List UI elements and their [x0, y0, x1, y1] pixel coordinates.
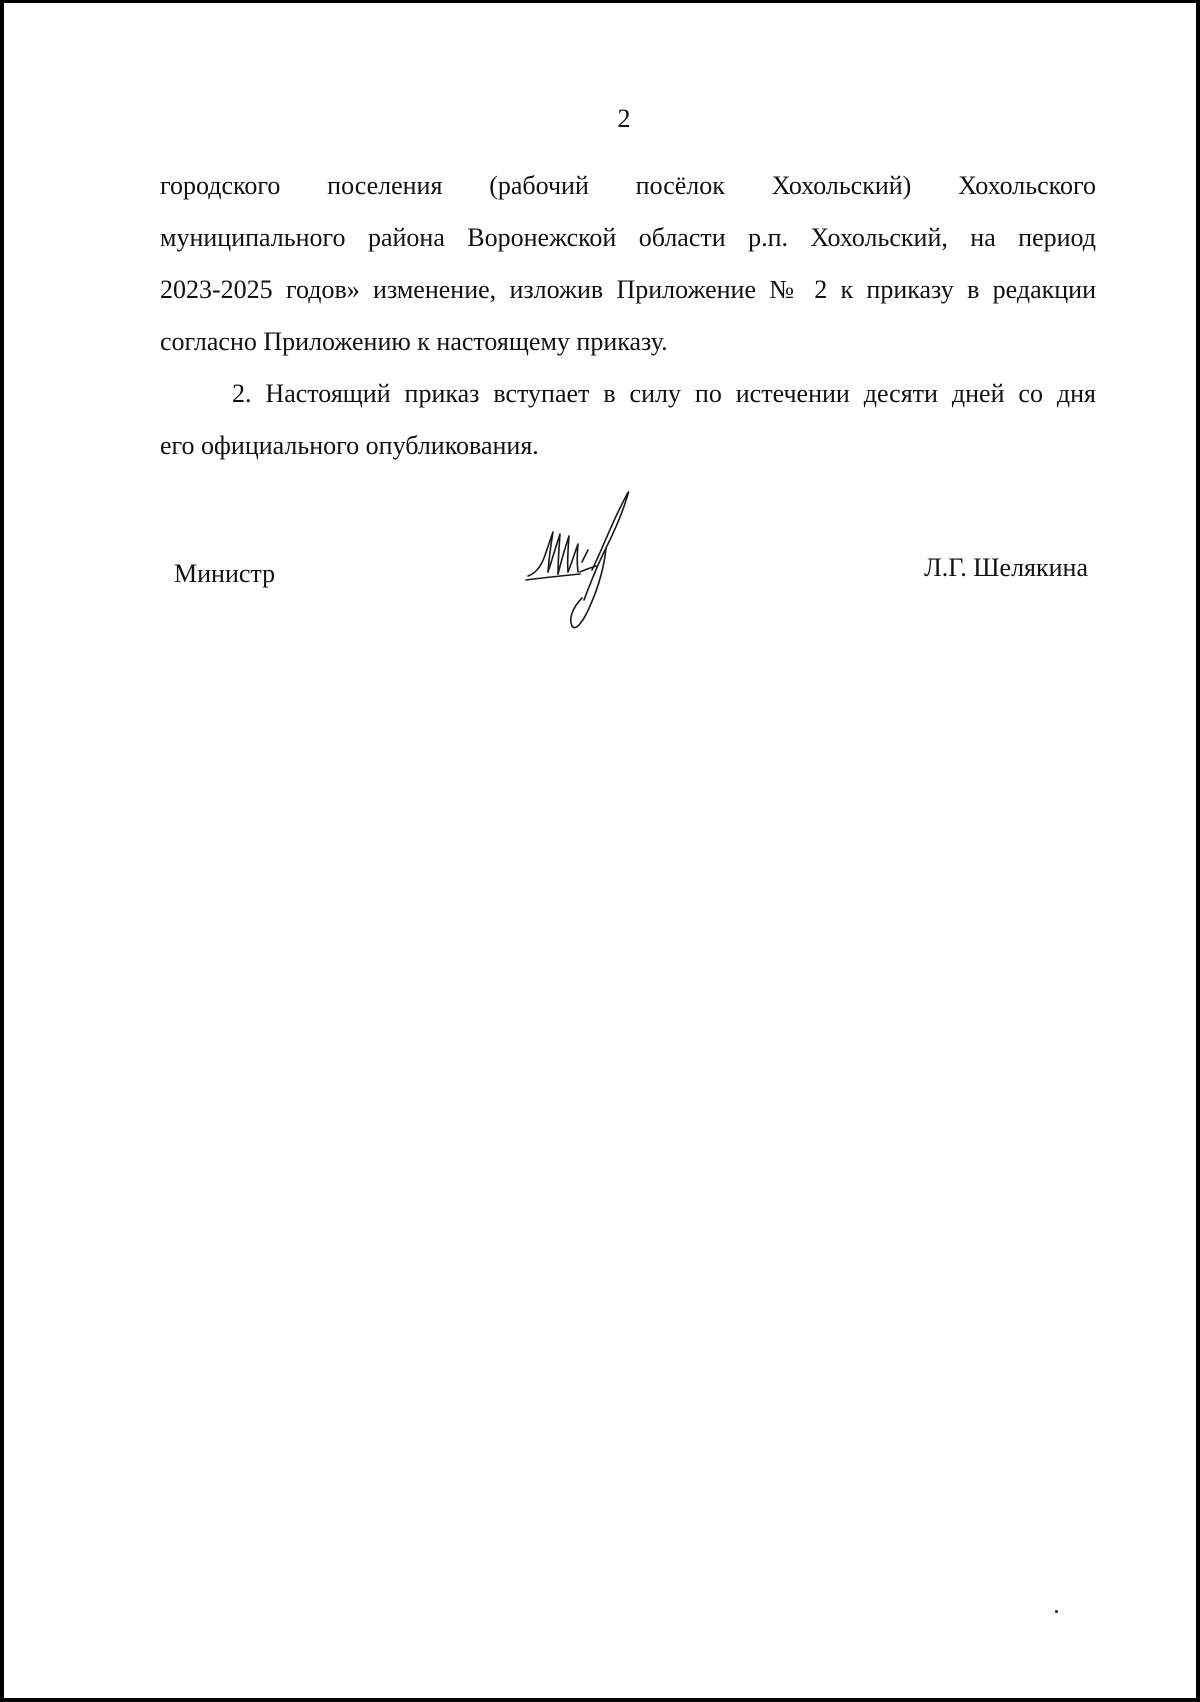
paragraph-2: [160, 368, 1096, 472]
signer-name: Л.Г. Шелякина: [924, 553, 1088, 582]
page-number: 2: [617, 104, 631, 133]
paragraph-2-line-2: его официального опубликования.: [160, 431, 539, 460]
document-body: [160, 160, 1096, 472]
paragraph-2-line-1: 2. Настоящий приказ вступает в силу по истечении десяти дней со дня: [232, 379, 1096, 408]
scan-artifact-dot: [1055, 1610, 1058, 1613]
signer-position: Министр: [174, 559, 276, 588]
paragraph-1-line-2: муниципального района Воронежской области р.п. Хохольский, на период: [160, 223, 1096, 252]
paragraph-1: [160, 160, 1096, 368]
paragraph-1-line-3: 2023-2025 годов» изменение, изложив Приложение № 2 к приказу в редакции: [160, 275, 1096, 304]
handwritten-signature: [520, 488, 650, 638]
paragraph-1-line-4: согласно Приложению к настоящему приказу.: [160, 327, 668, 356]
paragraph-1-line-1: городского поселения (рабочий посёлок Хохольский) Хохольского: [160, 171, 1096, 200]
